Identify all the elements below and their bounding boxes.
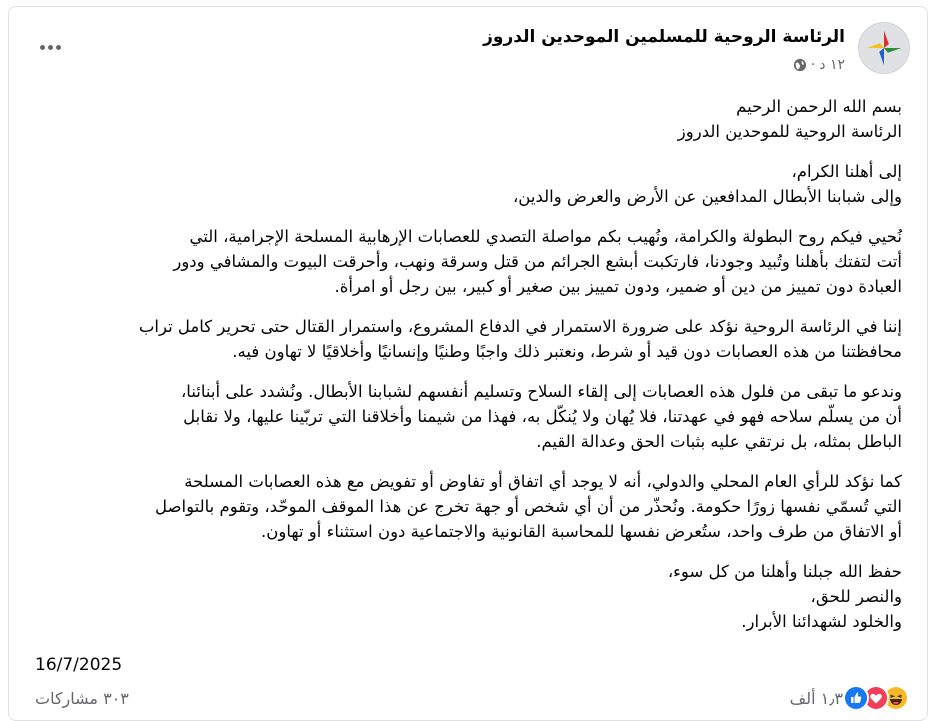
globe-icon[interactable] (793, 58, 807, 72)
paragraph (22, 379, 902, 454)
text-line: أتت لتفتك بأهلنا وتُبيد وجودنا، فارتكبت أبشع الجرائم من قتل وسرقة ونهب، وأحرقت البيوت والمشافي ودور (173, 252, 902, 271)
paragraph (22, 469, 902, 544)
text-line: الباطل بمثله، بل نرتقي عليه بثبات الحق وعدالة القيم. (536, 432, 902, 451)
reactions-summary[interactable] (790, 685, 909, 711)
text-line: أن من يسلّم سلاحه فهو في عهدتنا، فلا يُهان ولا يُنكّل به، فهذا من شيمنا وأخلاقنا التي تربّينا عليها، ولا نقابل (183, 407, 902, 426)
page-name[interactable]: الرئاسة الروحية للمسلمين الموحدين الدروز (483, 27, 845, 47)
text-line: نُحيي فيكم روح البطولة والكرامة، ونُهيب بكم مواصلة التصدي للعصابات الإرهابية المسلحة الإجرامية، التي (189, 227, 902, 246)
separator-dot: · (810, 57, 816, 73)
paragraph (22, 159, 902, 209)
paragraph (22, 94, 902, 144)
text-line: كما نؤكد للرأي العام المحلي والدولي، أنه لا يوجد أي اتفاق أو تفاوض أو تفويض مع هذه العصابات المسلحة (184, 472, 902, 491)
more-options-icon[interactable] (35, 37, 65, 57)
text-line: والنصر للحق، (810, 587, 902, 606)
reaction-emoji-stack (849, 685, 909, 711)
text-line: وندعو ما تبقى من فلول هذه العصابات إلى إلقاء السلاح وتسليم أنفسهم لشبابنا الأبطال. ونُشدد على أبنائنا، (180, 382, 902, 401)
post-card (8, 6, 928, 721)
paragraph (22, 224, 902, 299)
post-text (22, 94, 902, 649)
text-line: حفظ الله جبلنا وأهلنا من كل سوء، (667, 562, 902, 581)
post-time[interactable]: ١٢ د (819, 57, 845, 73)
page-avatar[interactable] (858, 22, 910, 74)
text-line: بسم الله الرحمن الرحيم (736, 97, 902, 116)
text-line: محافظتنا من هذه العصابات دون قيد أو شرط، ونعتبر ذلك واجبًا وطنيًا وإنسانيًا وأخلاقيًا لا تهاون فيه. (232, 342, 902, 361)
reaction-bar (9, 683, 927, 717)
post-meta (793, 57, 845, 73)
text-line: العبادة دون تمييز من دين أو ضمير، ودون تمييز بين صغير أو كبير، بين رجل أو امرأة. (334, 277, 902, 296)
text-line: إلى أهلنا الكرام، (791, 162, 902, 181)
paragraph (22, 314, 902, 364)
text-line: إننا في الرئاسة الروحية نؤكد على ضرورة الاستمرار في الدفاع المشروع، واستمرار القتال حتى تحرير كامل تراب (138, 317, 902, 336)
text-line: وإلى شبابنا الأبطال المدافعين عن الأرض والعرض والدين، (512, 187, 902, 206)
text-line: التي تُسمّي نفسها زورًا حكومة. ونُحذّر من أن أي شخص أو جهة تخرج عن هذا الموقف الموحّد، وتقوم بالتواصل (155, 497, 902, 516)
post-date: 16/7/2025 (35, 655, 123, 675)
like-icon (843, 685, 869, 711)
share-count[interactable]: ٣٠٣ مشاركات (35, 689, 129, 708)
text-line: أو الاتفاق من طرف واحد، ستُعرض نفسها للمحاسبة القانونية والاجتماعية دون استثناء أو تهاون. (260, 522, 902, 541)
text-line: الرئاسة الروحية للموحدين الدروز (677, 122, 902, 141)
paragraph (22, 559, 902, 634)
text-line: والخلود لشهدائنا الأبرار. (741, 612, 902, 631)
reaction-count[interactable]: ١٫٣ ألف (789, 688, 843, 708)
